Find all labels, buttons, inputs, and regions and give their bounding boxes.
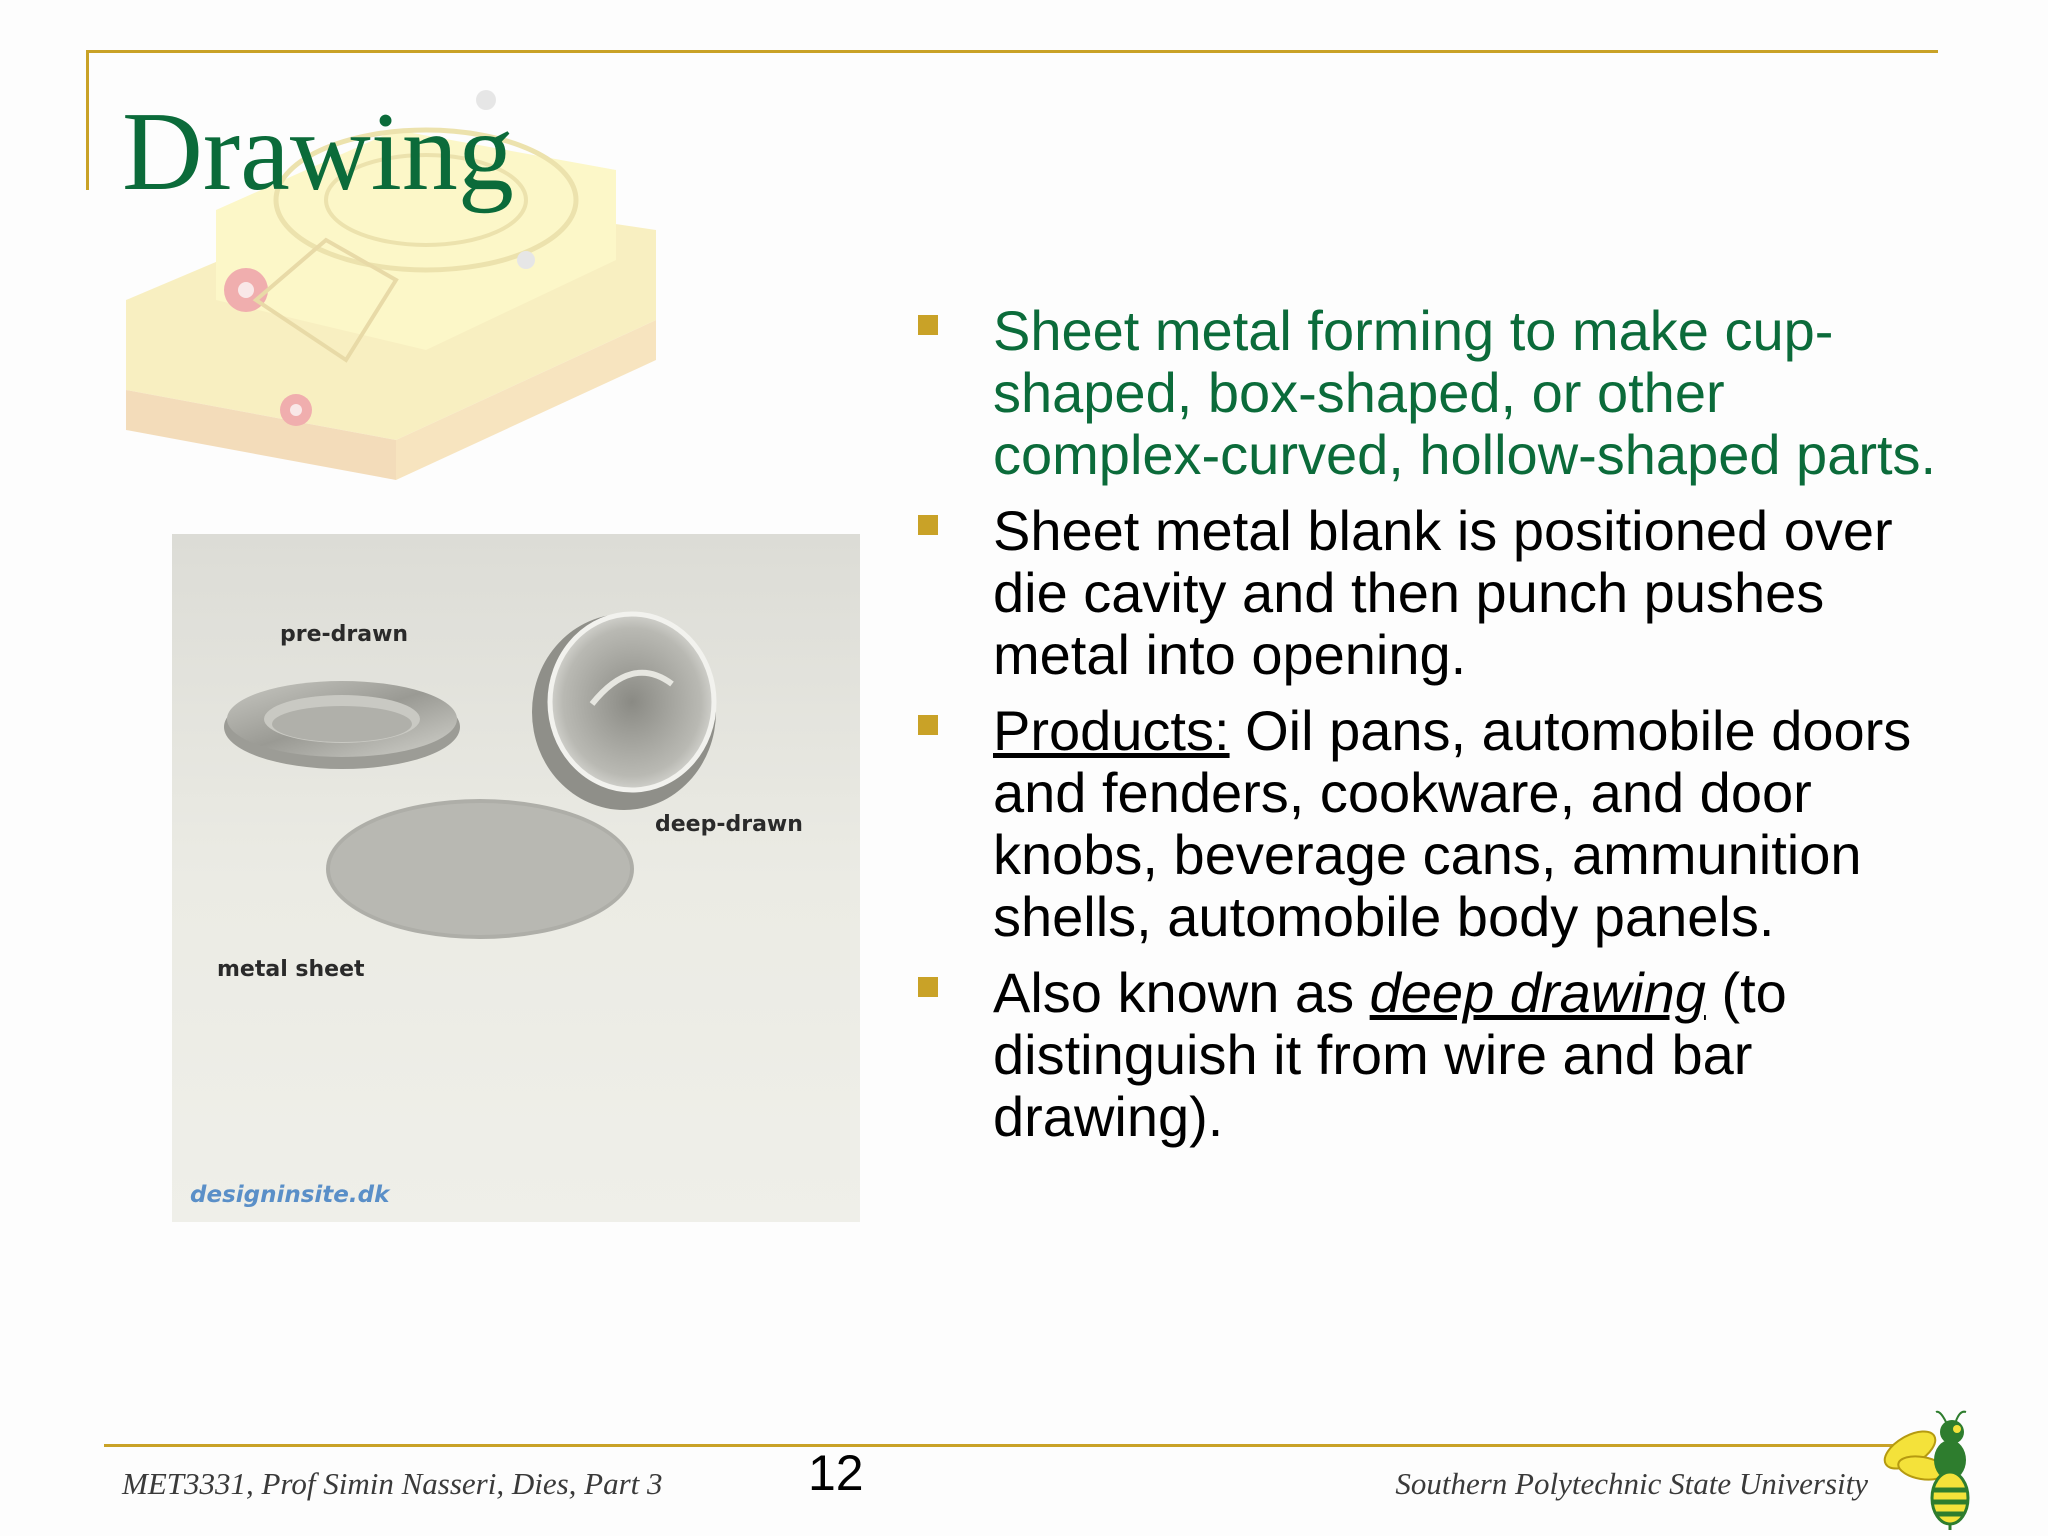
bullet-item (915, 962, 1945, 1148)
bullet-list (915, 300, 1945, 1162)
pre-drawn-label: pre-drawn (280, 622, 409, 647)
footer-university: Southern Polytechnic State University (1395, 1466, 1868, 1501)
bullet-item (915, 700, 1945, 948)
metal-sheet-label: metal sheet (217, 957, 365, 982)
bullet-text: Oil pans, automobile doors and fenders, cookware, and door knobs, beverage cans, ammunition shells, automobile body panels. (993, 699, 1912, 948)
drawn-parts-photo (172, 534, 860, 1222)
bullet-text: Sheet metal forming to make cup-shaped, box-shaped, or other complex-curved, hollow-shaped parts. (993, 299, 1937, 486)
bullet-text: (to distinguish it from wire and bar drawing). (993, 961, 1787, 1148)
yellow-jacket-mascot-icon (1880, 1410, 1990, 1530)
bullet-text: Also known as (993, 961, 1370, 1024)
slide-title: Drawing (122, 90, 514, 214)
bullet-text: Sheet metal blank is positioned over die cavity and then punch pushes metal into opening. (993, 499, 1893, 686)
footer-course-info: MET3331, Prof Simin Nasseri, Dies, Part 3 (122, 1466, 663, 1501)
left-rule (86, 50, 89, 190)
deep-drawing-term: deep drawing (1369, 961, 1706, 1024)
bullet-item (915, 300, 1945, 486)
photo-credit: designinsite.dk (190, 1182, 390, 1208)
deep-drawn-label: deep-drawn (655, 812, 803, 837)
bullet-item (915, 500, 1945, 686)
gold-square-bullet-icon (918, 315, 938, 335)
products-heading: Products: (993, 699, 1230, 762)
gold-square-bullet-icon (918, 515, 938, 535)
gold-square-bullet-icon (918, 977, 938, 997)
page-number: 12 (808, 1445, 864, 1501)
gold-square-bullet-icon (918, 715, 938, 735)
bottom-rule (104, 1444, 1904, 1447)
top-rule (86, 50, 1938, 53)
